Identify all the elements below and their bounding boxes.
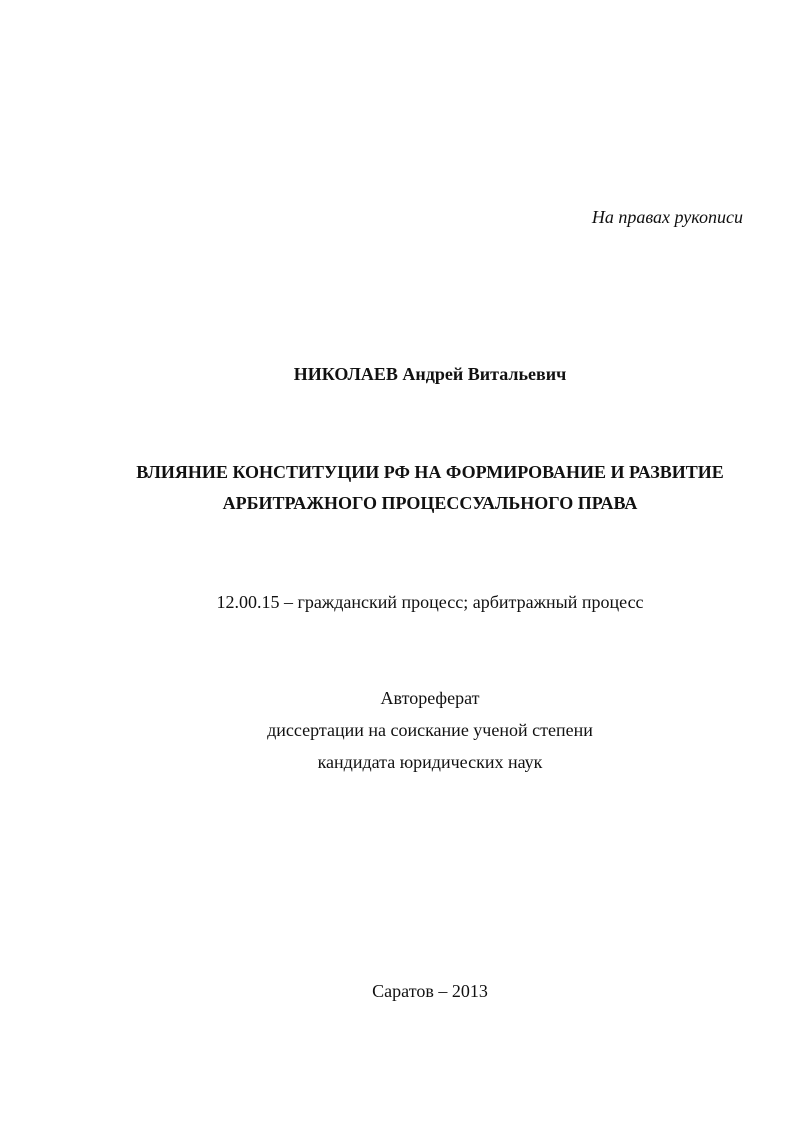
manuscript-note: На правах рукописи xyxy=(591,207,743,227)
document-type-line-3: кандидата юридических наук xyxy=(317,752,543,772)
city-year: Саратов – 2013 xyxy=(372,981,488,1001)
dissertation-title-line-1: ВЛИЯНИЕ КОНСТИТУЦИИ РФ НА ФОРМИРОВАНИЕ И РАЗВИТИЕ xyxy=(136,462,724,482)
document-type-line-2: диссертации на соискание ученой степени xyxy=(267,720,593,740)
dissertation-title-line-2: АРБИТРАЖНОГО ПРОЦЕССУАЛЬНОГО ПРАВА xyxy=(222,493,638,513)
author-surname: НИКОЛАЕВ xyxy=(293,364,398,384)
author-given-names: Андрей Витальевич xyxy=(402,364,567,384)
author-name xyxy=(0,363,800,385)
specialty-code: 12.00.15 – гражданский процесс; арбитражный процесс xyxy=(216,592,644,612)
document-type-line-1: Автореферат xyxy=(380,688,480,708)
